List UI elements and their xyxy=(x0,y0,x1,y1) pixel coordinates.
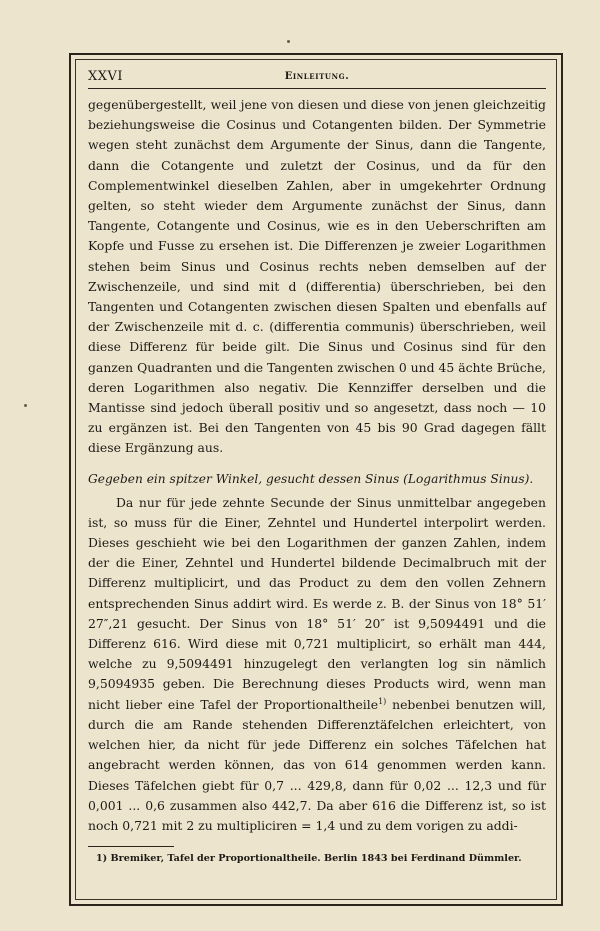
page-number: XXVI xyxy=(88,69,124,84)
section-heading: Gegeben ein spitzer Winkel, gesucht dessen Sinus (Logarithmus Sinus). xyxy=(88,471,534,486)
book-page xyxy=(88,66,546,866)
scan-speck xyxy=(24,404,27,407)
intro-paragraph: gegenübergestellt, weil jene von diesen und diese von jenen gleichzeitig beziehungsweise die Cosinus und Cotangenten bilden. Der Symmetrie wegen steht zunächst dem Argumente der Sinus, dann die Tangente, dann die Cotangente und zuletzt der Cosinus, und da für den Complementwinkel dieselben Zahlen, aber in umgekehrter Ordnung gelten, so steht wieder dem Argumente zunächst der Sinus, dann Tangente, Cotangente und Cosinus, wie es in den Ueberschriften am Kopfe und Fusse zu ersehen ist. Die Differenzen je zweier Logarithmen stehen beim Sinus und Cosinus rechts neben demselben auf der Zwischenzeile, und sind mit d (differentia) überschrieben, bei den Tangenten und Cotangenten zwischen diesen Spalten und ebenfalls auf der Zwischenzeile mit d. c. (differentia communis) überschrieben, weil diese Differenz für beide gilt. Die Sinus und Cosinus sind für den ganzen Quadranten und die Tangenten zwischen 0 und 45 ächte Brüche, deren Logarithmen also negativ. Die Kennziffer derselben und die Mantisse sind jedoch überall positiv und so angesetzt, dass noch — 10 zu ergänzen ist. Bei den Tangenten von 45 bis 90 Grad dagegen fällt diese Ergänzung aus. xyxy=(88,97,546,456)
page-header xyxy=(88,66,546,89)
section-paragraph xyxy=(88,493,546,836)
section-paragraph-text-continued: nebenbei benutzen will, durch die am Rande stehenden Differenztäfelchen erleichtert, von welchen hier, da nicht für jede Differenz ein solches Täfelchen hat angebracht werden können, das von 614 genommen werden kann. Dieses Täfelchen giebt für 0,7 ... 429,8, dann für 0,02 ... 12,3 und für 0,001 ... 0,6 zusammen also 442,7. Da aber 616 die Differenz ist, so ist noch 0,721 mit 2 zu multipliciren = 1,4 und zu dem vorigen zu addi- xyxy=(88,696,546,833)
footnote: 1) Bremiker, Tafel der Proportionaltheile. Berlin 1843 bei Ferdinand Dümmler. xyxy=(96,853,522,865)
scan-speck xyxy=(287,40,290,43)
footnote-reference[interactable]: 1) xyxy=(378,696,387,706)
running-title: Einleitung. xyxy=(284,71,350,82)
section-paragraph-text: Da nur für jede zehnte Secunde der Sinus unmittelbar angegeben ist, so muss für die Einer, Zehntel und Hundertel interpolirt werden. Dieses geschieht wie bei den Logarithmen der ganzen Zahlen, indem der die Einer, Zehntel und Hundertel bildende Decimalbruch mit der Differenz multiplicirt, und das Product zu dem den vollen Zehnern entsprechenden Sinus addirt wird. Es werde z. B. der Sinus von 18° 51′ 27″,21 gesucht. Der Sinus von 18° 51′ 20″ ist 9,5094491 und die Differenz 616. Wird diese mit 0,721 multiplicirt, so erhält man 444, welche zu 9,5094491 hinzugelegt den verlangten log sin nämlich 9,5094935 geben. Die Berechnung dieses Products wird, wenn man nicht lieber eine Tafel der Proportionaltheile xyxy=(88,494,546,712)
footnote-divider xyxy=(88,846,174,847)
